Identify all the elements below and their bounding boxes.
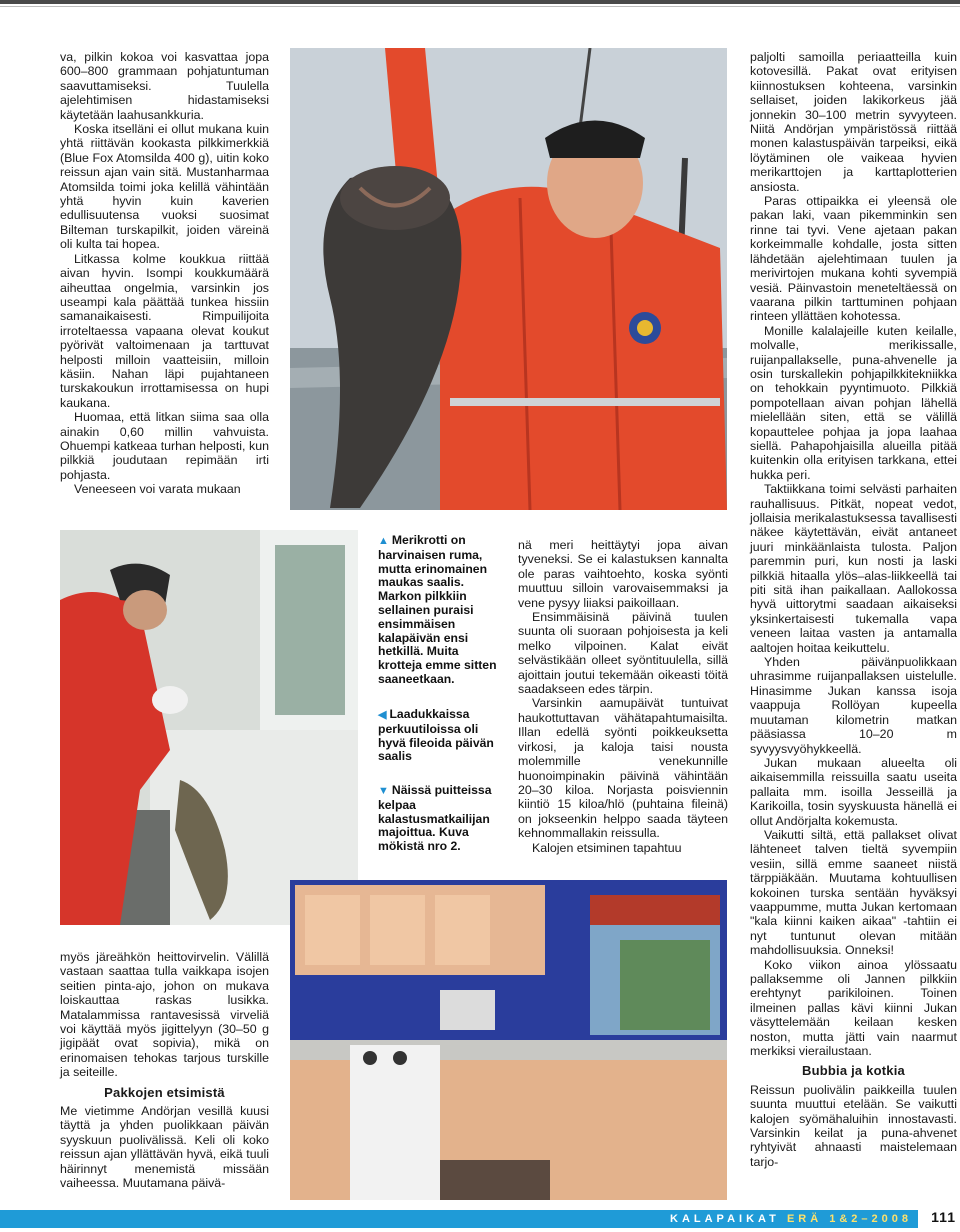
paragraph: Huomaa, että litkan siima saa olla ainakin 0,60 millin vahvuista. Ohuempi katkeaa turhan helposti, kun pilkkiä joudutaan repimään irti pohjasta.	[60, 410, 269, 482]
paragraph: Litkassa kolme koukkua riittää aivan hyvin. Isompi koukkumäärä aiheuttaa ongelmia, varsinkin jos useampi kala päättää tunkea hissiin samanaikaisesti. Rimpuilijoita irroteltaessa vapaana olevat koukut pyörivät valtoimenaan ja tarttuvat helposti milloin vaatteisiin, milloin käsiin. Nahan läpi pujahtaneen turskakoukun irrottamisessa on hupi kaukana.	[60, 251, 269, 410]
page-number: 111	[931, 1209, 956, 1225]
paragraph: va, pilkin kokoa voi kasvattaa jopa 600–800 grammaan pohjatuntuman saavuttamiseksi. Tuulella ajelehtimisen hidastamiseksi käytetään laahusankkuria.	[60, 50, 269, 122]
caption-monkfish	[378, 534, 500, 687]
paragraph: Reissun puolivälin paikkeilla tuulen suunta muuttui etelään. Se vaikutti kalojen syömähaluihin innostavasti. Varsinkin keilat ja puna-ahvenet ryhtyivät ahnaasti maistelemaan tarjo-	[750, 1082, 957, 1169]
issue-label: ERÄ 1&2–2008	[786, 1213, 912, 1225]
paragraph: Koko viikon ainoa ylössaatu pallaksemme oli Jannen pilkkiin erehtynyt parikiloinen. Toinen ilmeinen pallas kävi kiinni Jukan väsyttelemään keilaan kesken noston, mutta jätti vain naarmut merkiksi vierailustaan.	[750, 957, 957, 1059]
paragraph: Vaikutti siltä, että pallakset olivat lähteneet talven tieltä syvempiin vesiin, sillä emme saaneet niistä tärppiäkään. Muutama kohtuullisen kokoinen turska sentään hyväksyi vaappumme, mutta Jukan kertomaan "kala kiinni kaiken aikaa" -tahtiin ei nyt tuntunut olevan mitään mahdollisuuksia. Onneksi!	[750, 827, 957, 958]
photo-kitchen-illustration	[290, 880, 727, 1200]
footer-magazine-title	[670, 1210, 912, 1228]
caption-kitchen	[378, 784, 500, 854]
arrow-up-icon: ▲	[378, 535, 389, 547]
top-rule	[0, 0, 960, 4]
photo-fish-cleaning	[60, 530, 358, 925]
column-1-bottom	[60, 950, 269, 1191]
paragraph: Paras ottipaikka ei yleensä ole pakan laki, vaan pikemminkin sen rinne tai tyvi. Vene ajetaan pakan korkeimmalle kohdalle, josta sitten lähdetään ajelehtimaan tuulen ja merivirtojen mukana kohti syvempiä vesiä. Päinvastoin meneteltäessä on vaarana pilkin tarttuminen pohjaan rinteen yllättäen kohotessa.	[750, 194, 957, 324]
page-footer	[0, 1206, 960, 1232]
caption-cleaning	[378, 708, 500, 764]
arrow-down-icon: ▼	[378, 785, 389, 797]
magazine-name: KALAPAIKAT	[670, 1213, 780, 1225]
paragraph: nä meri heittäytyi jopa aivan tyveneksi. Se ei kalastuksen kannalta ole paras vaihtoehto, koska syönti muuttuu silloin varovaisemmaksi ja vene pysyy liiaksi paikoillaan.	[518, 538, 728, 610]
photo-man-holding-monkfish	[290, 48, 727, 510]
paragraph: Monille kalalajeille kuten keilalle, molvalle, merikissalle, ruijanpallakselle, puna-ahvenelle ja osin turskallekin pohjapilkkitekniikka on tehokkain pyyntimuoto. Pilkkiä pompotellaan aivan pohjan lähellä mielellään siten, että se välillä kopauttelee pohjaa ja jopa laahaa siellä. Pahapohjaisilla alueilla pitää kuitenkin olla erityisen tarkkana, ettei hukka peri.	[750, 323, 957, 482]
caption-text: Laadukkaissa perkuutiloissa oli hyvä fileoida päivän saalis	[378, 707, 494, 764]
caption-text: Merikrotti on harvinaisen ruma, mutta erinomainen maukas saalis. Markon pilkkiin sellainen puraisi ensimmäisen kalapäivän ensi hetkillä. Muita krotteja emme sitten saaneetkaan.	[378, 533, 497, 686]
subheading-bubbia-ja-kotkia: Bubbia ja kotkia	[802, 1063, 905, 1079]
subheading-pakkojen-etsimista: Pakkojen etsimistä	[104, 1084, 225, 1100]
photo-cabin-kitchen	[290, 880, 727, 1200]
column-3	[518, 538, 728, 855]
paragraph: Taktiikkana toimi selvästi parhaiten rauhallisuus. Pitkät, nopeat vedot, jollaisia merikalastuksessa tavallisesti näkee käytettävän, eivät antaneet juuri minkäänlaista tulosta. Paljon paremmin puri, kun nosti ja laski pilkkiä hitaalla ylös–alas-liikkeellä tai piti sitä ihan paikallaan. Aallokossa hyvä uittorytmi saadaan aikaiseksi yksinkertaisesti tukemalla vapa veneen laitaa vasten ja antamalla aaltojen hoitaa keikuttelu.	[750, 482, 957, 655]
paragraph: Ensimmäisinä päivinä tuulen suunta oli suoraan pohjoisesta ja keli melko vilpoinen. Kalat eivät selvästikään olleet syöntituulella, sillä ajoittain joutui tekemään oikeasti töitä saadakseen edes tärpin.	[518, 610, 728, 697]
paragraph: Koska itselläni ei ollut mukana kuin yhtä riittävän kookasta pilkkimerkkiä (Blue Fox Atomsilda 400 g), uitin koko reissun ajan vain sitä. Mustanharmaa Atomsilda toimi joka kelillä vähintään yhtä hyvin kuin kaverien edullisuutensa vuoksi suosimat Bilteman turskapilkit, joiden väreinä oli kulta tai hopea.	[60, 122, 269, 252]
caption-text: Näissä puitteissa kelpaa kalastusmatkailijan majoittua. Kuva mökistä nro 2.	[378, 783, 492, 854]
paragraph: Me vietimme Andörjan vesillä kuusi täyttä ja yhden puolikkaan päivän syyskuun puolivälissä. Keli oli koko reissun ajan yllättävän hyvä, eikä tuuli häirinnyt menemistä missään vaiheessa. Muutamana päivä-	[60, 1104, 269, 1191]
paragraph: Jukan mukaan alueelta oli aikaisemmilla reissuilla saatu useita pallaita mm. isoilla Jesseillä ja Karikoilla, tosin syyskuusta hänellä ei ollut Andörjalta kokemusta.	[750, 755, 957, 828]
paragraph: Veneeseen voi varata mukaan	[74, 482, 241, 497]
photo-fish-illustration	[60, 530, 358, 925]
column-4	[750, 50, 957, 1169]
paragraph: paljolti samoilla periaatteilla kuin kotovesillä. Pakat ovat erityisen kiinnostuksen kohteena, varsinkin sellaiset, joiden lakikorkeus jää jonnekin 30–100 metrin syvyyteen. Niitä Andörjan ympäristössä riittää monen kalastuspäivän tarpeiksi, eikä löytäminen ole vaikeaa hyvien merikarttojen ja karttaplotterien ansiosta.	[750, 50, 957, 194]
paragraph: Kalojen etsiminen tapahtuu	[532, 840, 682, 855]
column-1-top	[60, 50, 269, 497]
paragraph: myös järeähkön heittovirvelin. Välillä vastaan saattaa tulla vaikkapa isojen seitien pinta-ajo, johon on mukava loiskauttaa raskas lusikka. Matalammissa rantavesissä virveliä voi käyttää myös jigittelyyn (30–50 g jigipäät ovat sopivia), mikä on erinomaisen tehokas tarjous turskille ja seiteille.	[60, 950, 269, 1080]
top-rule-thin	[0, 6, 960, 7]
paragraph: Varsinkin aamupäivät tuntuivat haukottuttavan vähätapahtumaisilta. Illan edellä syönti poikkeuksetta virkosi, ja kaloja taisi nousta molemmille venekunnille huonoimpinakin päivinä vähintään 20–30 kiloa. Norjasta poisviennin kiintiö 15 kiloa/hlö (puhtaina fileinä) on jokseenkin helppo saada täyteen kehnommallakin reissulla.	[518, 696, 728, 841]
photo-main-illustration	[290, 48, 727, 510]
arrow-left-icon: ◀	[378, 709, 387, 721]
paragraph: Yhden päivänpuolikkaan uhrasimme ruijanpallaksen uistelulle. Hinasimme Jukan kanssa isoja vaappuja Rollöyan kupeella muutaman kilometrin matkan pääsiassa 10–20 m syvyysvyöhykkeellä.	[750, 655, 957, 756]
